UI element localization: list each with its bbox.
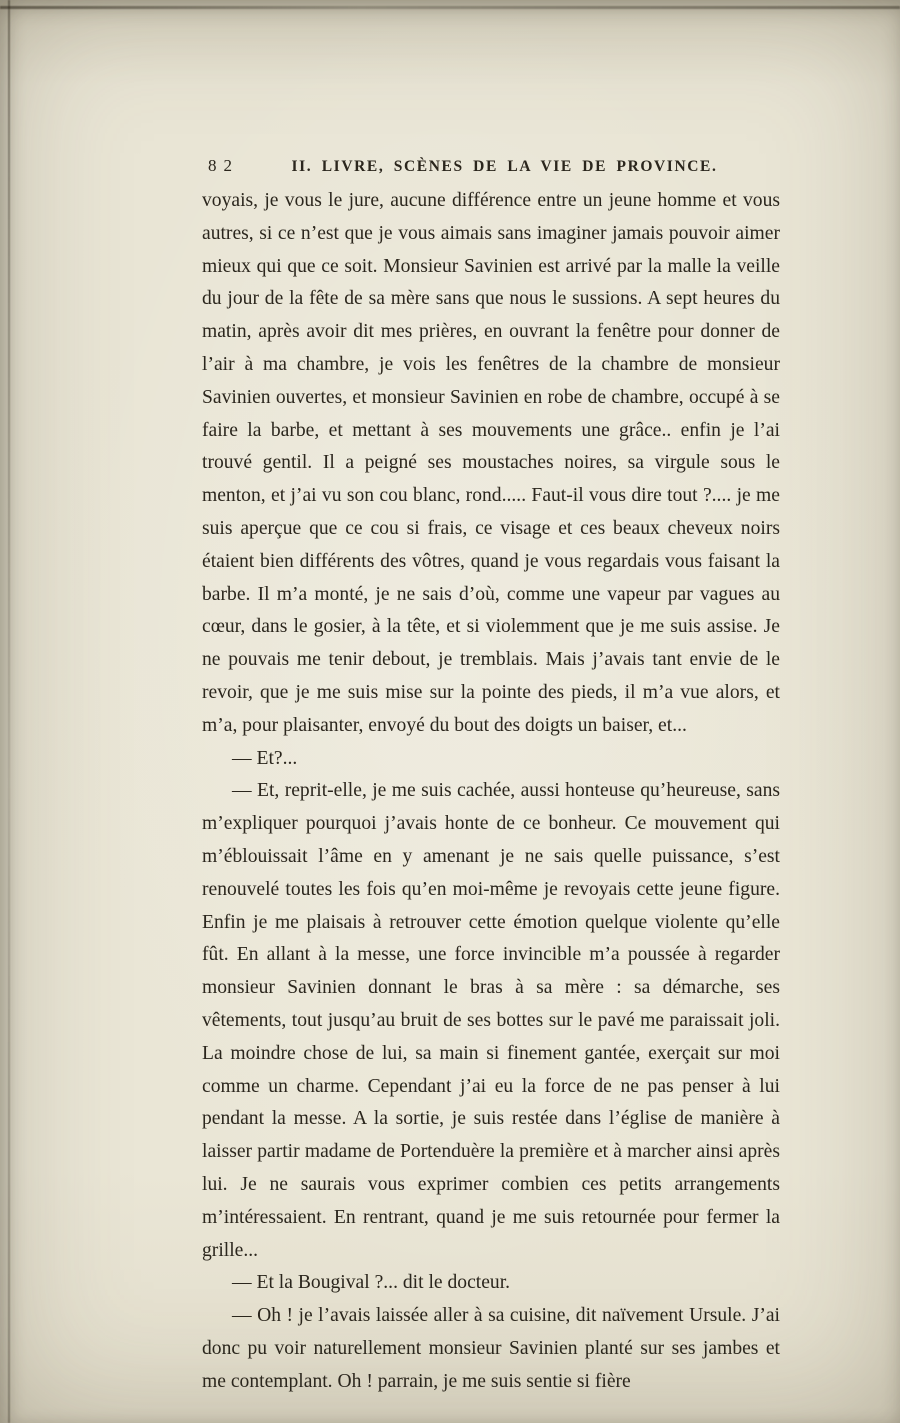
- page-number: 82: [208, 156, 239, 175]
- text-block: [202, 156, 780, 1398]
- paragraph-dialogue: — Et?...: [232, 747, 298, 769]
- running-header-title: II. LIVRE, SCÈNES DE LA VIE DE PROVINCE.: [291, 158, 718, 175]
- running-header: [202, 156, 780, 176]
- body-text: [202, 185, 780, 1398]
- paragraph-dialogue: — Et la Bougival ?... dit le docteur.: [232, 1272, 511, 1294]
- paragraph-dialogue: — Oh ! je l’avais laissée aller à sa cuisine, dit naïvement Ursule. J’ai donc pu voir naturellement monsieur Savinien planté sur ses jambes et me contemplant. Oh ! parrain, je me suis sentie si fière: [202, 1305, 780, 1392]
- paragraph: voyais, je vous le jure, aucune différence entre un jeune homme et vous autres, si ce n’est que je vous aimais sans imaginer jamais pouvoir aimer mieux qui que ce soit. Monsieur Savinien est arrivé par la malle la veille du jour de la fête de sa mère sans que nous le sussions. A sept heures du matin, après avoir dit mes prières, en ouvrant la fenêtre pour donner de l’air à ma chambre, je vois les fenêtres de la chambre de monsieur Savinien ouvertes, et monsieur Savinien en robe de chambre, occupé à se faire la barbe, et mettant à ses mouvements une grâce.. enfin je l’ai trouvé gentil. Il a peigné ses moustaches noires, sa virgule sous le menton, et j’ai vu son cou blanc, rond..... Faut-il vous dire tout ?.... je me suis aperçue que ce cou si frais, ce visage et ces beaux cheveux noirs étaient bien différents des vôtres, quand je vous regardais vous faisant la barbe. Il m’a monté, je ne sais d’où, comme une vapeur par vagues au cœur, dans le gosier, à la tête, et si violemment que je me suis assise. Je ne pouvais me tenir debout, je tremblais. Mais j’avais tant envie de le revoir, que je me suis mise sur la pointe des pieds, il m’a vue alors, et m’a, pour plaisanter, envoyé du bout des doigts un baiser, et...: [202, 190, 780, 736]
- paragraph-dialogue: — Et, reprit-elle, je me suis cachée, aussi honteuse qu’heureuse, sans m’expliquer pourquoi j’avais honte de ce bonheur. Ce mouvement qui m’éblouissait l’âme en y amenant je ne sais quelle puissance, s’est renouvelé toutes les fois qu’en moi-même je revoyais cette jeune figure. Enfin je me plaisais à retrouver cette émotion quelque violente qu’elle fût. En allant à la messe, une force invincible m’a poussée à regarder monsieur Savinien donnant le bras à sa mère : sa démarche, ses vêtements, tout jusqu’au bruit de ses bottes sur le pavé me paraissait joli. La moindre chose de lui, sa main si finement gantée, exerçait sur moi comme un charme. Cependant j’ai eu la force de ne pas penser à lui pendant la messe. A la sortie, je suis restée dans l’église de manière à laisser partir madame de Portenduère la première et à marcher ainsi après lui. Je ne saurais vous exprimer combien ces petits arrangements m’intéressaient. En rentrant, quand je me suis retournée pour fermer la grille...: [202, 780, 780, 1261]
